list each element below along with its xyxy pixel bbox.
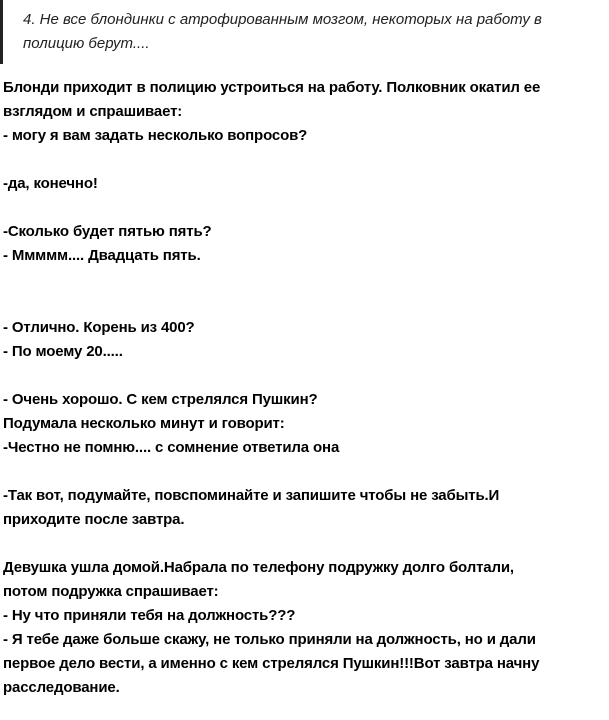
blockquote xyxy=(0,0,603,64)
paragraph xyxy=(3,172,605,196)
text-line: - Ммммм.... Двадцать пять. xyxy=(3,247,201,264)
text-line: -Сколько будет пятью пять? xyxy=(3,223,212,240)
text-line: потом подружка спрашивает: xyxy=(3,583,219,600)
quote-line: полицию берут.... xyxy=(23,35,150,52)
text-line: - Очень хорошо. С кем стрелялся Пушкин? xyxy=(3,391,318,408)
paragraph xyxy=(3,556,605,700)
text-line: - Ну что приняли тебя на должность??? xyxy=(3,607,296,624)
text-line: - могу я вам задать несколько вопросов? xyxy=(3,127,308,144)
joke-text xyxy=(3,76,605,700)
text-line: Подумала несколько минут и говорит: xyxy=(3,415,285,432)
paragraph xyxy=(3,388,605,460)
paragraph xyxy=(3,220,605,268)
text-line: - Я тебе даже больше скажу, не только приняли на должность, но и дали xyxy=(3,631,536,648)
text-line: - Отлично. Корень из 400? xyxy=(3,319,195,336)
text-line: Блонди приходит в полицию устроиться на работу. Полковник окатил ее xyxy=(3,79,541,96)
text-line: -да, конечно! xyxy=(3,175,98,192)
paragraph xyxy=(3,76,605,148)
paragraph xyxy=(3,316,605,364)
text-line: расследование. xyxy=(3,679,120,696)
text-line: приходите после завтра. xyxy=(3,511,185,528)
text-line: Девушка ушла домой.Набрала по телефону подружку долго болтали, xyxy=(3,559,514,576)
text-line: -Честно не помню.... с сомнение ответила она xyxy=(3,439,340,456)
text-line: - По моему 20..... xyxy=(3,343,123,360)
text-line: первое дело вести, а именно с кем стрелялся Пушкин!!!Вот завтра начну xyxy=(3,655,540,672)
quote-line: 4. Не все блондинки с атрофированным мозгом, некоторых на работу в xyxy=(23,11,542,28)
text-line: взглядом и спрашивает: xyxy=(3,103,183,120)
text-line: -Так вот, подумайте, повспоминайте и запишите чтобы не забыть.И xyxy=(3,487,500,504)
paragraph xyxy=(3,484,605,532)
